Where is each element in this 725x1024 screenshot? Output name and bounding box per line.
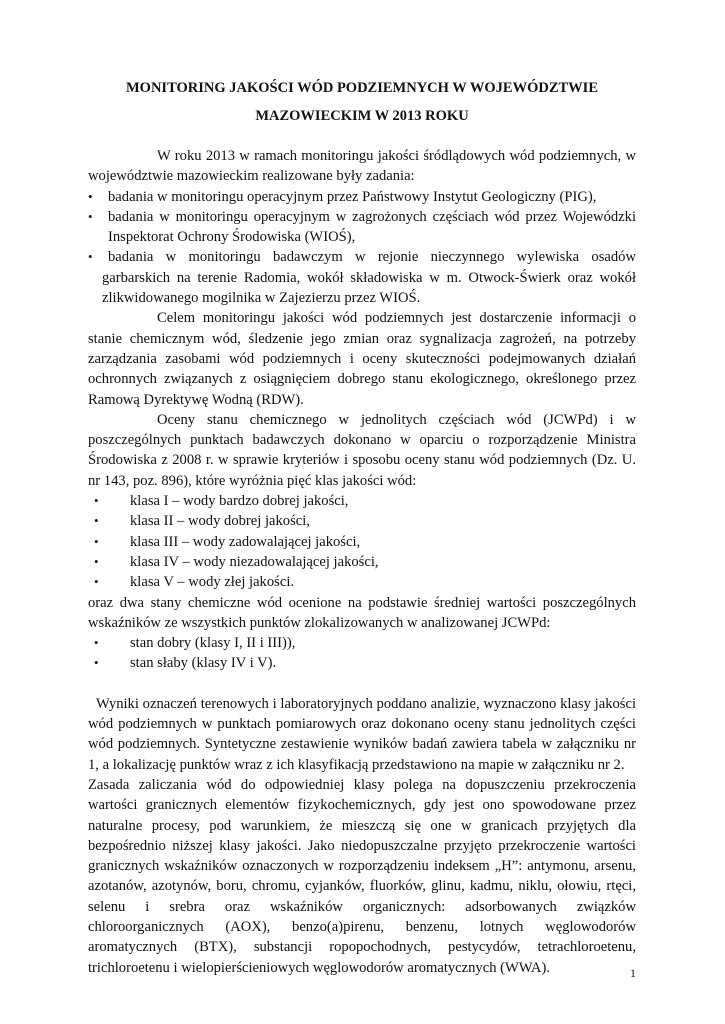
title-line-1: MONITORING JAKOŚCI WÓD PODZIEMNYCH W WOJEWÓDZTWIE [126,80,598,96]
bullet-icon: • [94,574,99,590]
results-paragraph: Wyniki oznaczeń terenowych i laboratoryjnych poddano analizie, wyznaczono klasy jakości wód podziemnych w punktach pomiarowych oraz dokonano oceny stanu jednolitych części wód podziemnych. Syntetyczne zestawienie wyników badań zawiera tabela w załączniku nr 1, a lokalizację punktów wraz z ich klasyfikacją przedstawiono na mapie w załączniku nr 2. [88,695,636,773]
list-item: • klasa IV – wody niezadowalającej jakości, [88,552,636,572]
goal-paragraph: Celem monitoringu jakości wód podziemnych jest dostarczenie informacji o stanie chemicznym wód, śledzenie jego zmian oraz sygnalizacja zagrożeń, na potrzeby zarządzania zasobami wód podziemnych i oceny skuteczności podejmowanych działań ochronnych związanych z osiągnięciem dobrego stanu ekologicznego, określonego przez Ramową Dyrektywę Wodną (RDW). [88,310,636,408]
list-item: • stan słaby (klasy IV i V). [88,653,636,673]
assessment-paragraph: Oceny stanu chemicznego w jednolitych częściach wód (JCWPd) i w poszczególnych punktach badawczych dokonano w oparciu o rozporządzenie Ministra Środowiska z 2008 r. w sprawie kryteriów i sposobu oceny stanu wód podziemnych (Dz. U. nr 143, poz. 896), które wyróżnia pięć klas jakości wód: [88,411,636,489]
states-paragraph: oraz dwa stany chemiczne wód ocenione na podstawie średniej wartości poszczególnych wskaźników ze wszystkich punktów zlokalizowanych w analizowanej JCWPd: [88,594,636,631]
bullet-icon: • [88,249,93,265]
paragraph-gap [88,674,636,694]
bullet-icon: • [94,635,99,651]
list-item: • badania w monitoringu operacyjnym w zagrożonych częściach wód przez Wojewódzki Inspektorat Ochrony Środowiska (WIOŚ), [88,208,636,246]
bullet-icon: • [94,533,99,549]
title-line-2: MAZOWIECKIM W 2013 ROKU [255,108,469,124]
document-title [88,74,636,130]
intro-paragraph: W roku 2013 w ramach monitoringu jakości śródlądowych wód podziemnych, w województwie mazowieckim realizowane były zadania: [88,148,636,185]
rule-paragraph: Zasada zaliczania wód do odpowiedniej klasy polega na dopuszczeniu przekroczenia wartości granicznych elementów fizykochemicznych, gdy jest ono spowodowane przez naturalne procesy, pod warunkiem, że mieszczą się one w granicach przyjętych dla bezpośrednio niższej klasy jakości. Jako niedopuszczalne przyjęto przekroczenie wartości granicznych wskaźników oznaczonych w rozporządzeniu indeksem „H”: antymonu, arsenu, azotanów, azotynów, boru, chromu, cyjanków, fluorków, glinu, kadmu, niklu, ołowiu, rtęci, selenu i srebra oraz wskaźników organicznych: adsorbowanych związków chloroorganicznych (AOX), benzo(a)pirenu, benzenu, lotnych węglowodorów aromatycznych (BTX), substancji ropopochodnych, pestycydów, tetrachloroetenu, trichloroetenu i wielopierścieniowych węglowodorów aromatycznych (WWA). [88,776,636,976]
list-item: • klasa I – wody bardzo dobrej jakości, [88,491,636,511]
bullet-icon: • [94,513,99,529]
list-item: • badania w monitoringu operacyjnym przez Państwowy Instytut Geologiczny (PIG), [88,187,636,207]
bullet-icon: • [94,553,99,569]
class-list [88,491,636,592]
bullet-icon: • [94,655,99,671]
bullet-icon: • [88,208,93,224]
page-number: 1 [630,966,636,980]
document-body [88,146,636,978]
state-list [88,633,636,674]
bullet-icon: • [88,188,93,204]
bullet-icon: • [94,493,99,509]
list-item: • stan dobry (klasy I, II i III)), [88,633,636,653]
task-list [88,187,636,309]
list-item: • klasa V – wody złej jakości. [88,572,636,592]
list-item: • klasa II – wody dobrej jakości, [88,511,636,531]
list-item: • badania w monitoringu badawczym w rejonie nieczynnego wylewiska osadów garbarskich na terenie Radomia, wokół składowiska w m. Otwock-Świerk oraz wokół zlikwidowanego mogilnika w Zajezierzu przez WIOŚ. [88,249,636,307]
list-item: • klasa III – wody zadowalającej jakości, [88,532,636,552]
